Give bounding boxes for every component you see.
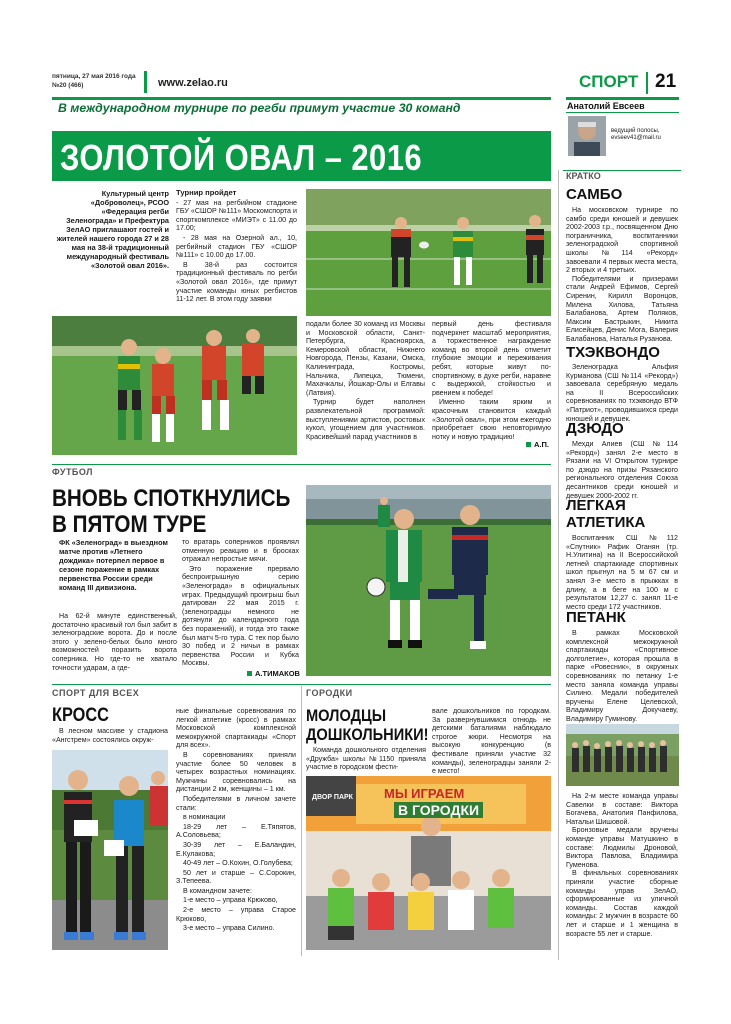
kross-title: КРОСС <box>52 705 109 726</box>
author-role: ведущий полосы, <box>611 128 660 134</box>
football-photo-art <box>306 485 551 676</box>
kratko-title-athletics: ЛЕГКАЯ АТЛЕТИКА <box>566 497 646 531</box>
rugby-col3: подали более 30 команд из Москвы и Московской области, Санкт-Петербурга, Красноярска, Кемеровской области, Нижнего Новгорода, Пензы, Казани, Омска, Калининграда, Костромы, Нальчика, Липецка, Тюмени, Махачкалы, Йошкар-Олы и Елгавы (Латвия). Турнир будет наполнен развлекательной программой: выступлениями артистов, ростовых кукол, угощением для участников. Красивейший парад участников в <box>306 320 425 441</box>
rugby-kicker: В международном турнире по регби примут участие 30 команд <box>58 101 461 115</box>
kratko-text-petanque-1: В рамках Московской комплексной межокружной спартакиады «Спортивное долголетие», которая прошла в парке «Ровесник», в окружных соревнованиях по петанку 1-е место заняла команда управы Силино. Медали победителей вручены Елене Целевской, Владимиру Докучаеву, Владимиру Гуминову. <box>566 629 678 723</box>
author-email[interactable]: evseev41@mail.ru <box>611 135 661 141</box>
rugby-photo-top <box>306 189 551 316</box>
gorodki-title-l2: ДОШКОЛЬНИКИ! <box>306 725 429 744</box>
football-label: ФУТБОЛ <box>52 467 93 477</box>
header-rule <box>52 97 551 100</box>
gorodki-label: ГОРОДКИ <box>306 688 353 698</box>
section-divider <box>646 72 648 94</box>
header-rule-right <box>566 97 679 100</box>
kratko-text-taekwondo: Зеленоградка Альфия Курманова (СШ №114 «Рекорд») завоевала серебряную медаль на II Всероссийских соревнованиях по тхэквондо ВТФ «Патриот», проводившихся среди юношей и девушек. <box>566 363 678 423</box>
site-link[interactable]: www.zelao.ru <box>158 77 228 89</box>
rugby-photo-bottom-art <box>52 316 297 455</box>
kross-col2: ные финальные соревнования по легкой атлетике (кросс) в рамках Московской комплексной межокружной спартакиады «Спорт для всех». В соревнованиях приняли участие более 50 человек в четырех возрастных номинациях. Мужчины соревновались на дистанции 2 км, женщины – 1 км. Победителями в личном зачете стали: в номинации 18-29 лет – Е.Тяпятов, А.Соловьева; 30-39 лет – Е.Баландин, Е.Кулакова; 40-49 лет – О.Кохин, О.Голубева; 50 лет и старше – С.Сорокин, З.Тепеева. В командном зачете: 1-е место – управа Крюково, 2-е место – управа Старое Крюково, 3-е место – управа Силино. <box>176 707 296 933</box>
rugby-title: ЗОЛОТОЙ ОВАЛ – 2016 <box>60 137 423 178</box>
bottom-divider <box>301 686 302 956</box>
football-col1: На 62-й минуте единственный, достаточно красивый гол был забит в зеленоградские ворота. До и после этого у зелено-белых было много возможностей поразить ворота соперника. Но где-то не хватало точности ударам, а где- <box>52 612 177 672</box>
kratko-title-taekwondo: ТХЭКВОНДО <box>566 344 660 361</box>
kratko-text-petanque-2: На 2-м месте команда управы Савелки в составе: Виктора Богачева, Анатолия Панфилова, Натальи Шишовой. Бронзовые медали вручены команде управы Матушкино в составе: Людмилы Дроновой, Виктора Павлова, Владимира Гуменова. В финальных соревнованиях приняли участие сборные команды управ ЗелАО, сформированные из уличной команды. Состав каждой команды: 2 мужчин в возрасте 60 лет и старше и 1 женщина в возрасте 55 лет и старше. <box>566 792 678 938</box>
gorodki-col2: вале дошкольников по городкам. За развернувшимися отнюдь не детскими баталиями наблюдало строгое жюри. Несмотря на высокую конкуренцию (в фестивале приняли участие 32 команды), зеленоградцы заняли 2-е место! <box>432 707 551 776</box>
author-underline <box>566 112 679 113</box>
masthead-date: пятница, 27 мая 2016 года <box>52 73 136 80</box>
rugby-signature: А.П. <box>534 440 549 449</box>
page-number: 21 <box>655 71 677 92</box>
petanque-photo <box>566 724 679 786</box>
gorodki-banner-l1: МЫ ИГРАЕМ <box>384 786 465 801</box>
kratko-label: КРАТКО <box>566 171 601 181</box>
kratko-text-sambo: На московском турнире по самбо среди юношей и девушек 2002-2003 г.р., посвященном Дню пограничника, воспитанники зеленоградской спортивной школы №114 «Рекорд» завоевали 4 первых места места, 2 вторых и 4 третьих. Победителями и призерами стали Андрей Ефимов, Сергей Сиренин, Кирилл Воронцов, Милена Хилова, Татьяна Балабанова, Артем Поляков, Максим Бастрыкин, Никита Елисейцев, Денис Мога, Валерия Балабанова, Наталья Рузанова. <box>566 206 678 343</box>
rugby-signature-mark <box>526 442 531 447</box>
football-title-l1: ВНОВЬ СПОТКНУЛИСЬ <box>52 485 291 512</box>
bottom-rule <box>52 684 551 685</box>
football-photo <box>306 485 551 676</box>
rugby-photo-top-art <box>306 189 551 316</box>
kratko-text-judo: Мехди Алиев (СШ №114 «Рекорд») занял 2-е место в Рязани на VI Открытом турнире по дзюдо на призы Рязанского регионального отделения Союза десантников среди юношей и девушек 2000-2002 гг. <box>566 440 678 500</box>
kratko-text-athletics: Воспитанник СШ №112 «Спутник» Рафик Оганян (тр. Н.Улитина) на II Всероссийской летней спартакиаде спортивных школ прыгнул на 5 м 67 см и занял 3-е место в прыжках в длину, а в беге на 100 м с результатом 12,27 с. занял 11-е место среди 172 участников. <box>566 534 678 611</box>
gorodki-col1: Команда дошкольного отделения «Дружба» школы №1150 приняла участие в городском фести- <box>306 746 426 772</box>
football-col2: то вратарь соперников проявлял отменную реакцию и в бросках отражал непростые мячи. Это поражение прервало беспроигрышную серию «Зеленограда» в официальных играх. Предыдущий проигрыш был датирован 22 мая 2015 г. (зеленоградцы немного не дотянули до календарного года без поражений), и тогда это также был матч 5-го тура. С тех пор было 30 побед и 2 ничьи в рамках первенства России и Кубка Москвы. <box>182 538 299 668</box>
masthead-issue: №20 (466) <box>52 82 84 89</box>
kratko-title-sambo: САМБО <box>566 186 623 203</box>
gorodki-photo <box>306 776 551 950</box>
masthead-divider <box>144 71 147 93</box>
rugby-photo-bottom <box>52 316 297 455</box>
avatar <box>568 116 606 156</box>
gorodki-banner-brand: ДВОР ПАРК <box>312 794 353 801</box>
petanque-photo-art <box>566 724 679 786</box>
kratko-title-judo: ДЗЮДО <box>566 420 624 437</box>
kross-photo <box>52 750 168 950</box>
gorodki-title-l1: МОЛОДЦЫ <box>306 706 387 725</box>
kratko-title-petanque: ПЕТАНК <box>566 609 626 626</box>
rugby-lead: Культурный центр «Доброволец», РСОО «Федерация регби Зеленограда» и Префектура ЗелАО приглашают гостей и жителей нашего города 27 и 28 мая на 38-й традиционный международный фестиваль «Золотой овал 2016». <box>56 189 169 270</box>
kross-label: СПОРТ ДЛЯ ВСЕХ <box>52 688 140 698</box>
section-name: СПОРТ <box>579 72 639 91</box>
rugby-col2: Турнир пройдет - 27 мая на регбийном стадионе ГБУ «СШОР №111» Москомспорта и спорткомплексе «МИЭТ» с 11.00 до 17.00; - 28 мая на Озерной ал., 10, регбийный стадион ГБУ «СШОР №111» с 10.00 до 17.00. В 38-й раз состоится традиционный фестиваль по регби «Золотой овал 2016», где примут участие команды юных регбистов 11-12 лет. В этом году заявки <box>176 188 297 304</box>
kross-photo-art <box>52 750 168 950</box>
football-lead: ФК «Зеленоград» в выездном матче против «Летнего дождика» потерпел первое в сезоне поражение в рамках первенства России среди команд III дивизиона. <box>59 538 168 592</box>
football-label-rule <box>52 464 551 465</box>
column-divider <box>558 170 559 960</box>
rugby-col4: первый день фестиваля подчеркнет масштаб мероприятия, а торжественное награждение команд во второй день отметит глубокие эмоции и переживания ребят, которые живут по-спортивному, в духе регби, наравне с выдержкой, стойкостью и рвением к победе! Именно таким ярким и красочным становится каждый «Золотой овал», при этом ежегодно приобретает свою неповторимую нотку и новую традицию! <box>432 320 551 441</box>
football-title-l2: В ПЯТОМ ТУРЕ <box>52 511 207 538</box>
author-name: Анатолий Евсеев <box>567 101 645 111</box>
kross-col1: В лесном массиве у стадиона «Ангстрем» состоялись окруж- <box>52 727 168 744</box>
gorodki-banner-l2: В ГОРОДКИ <box>394 802 483 818</box>
football-signature: А.ТИМАКОВ <box>255 669 300 678</box>
football-signature-mark <box>247 671 252 676</box>
